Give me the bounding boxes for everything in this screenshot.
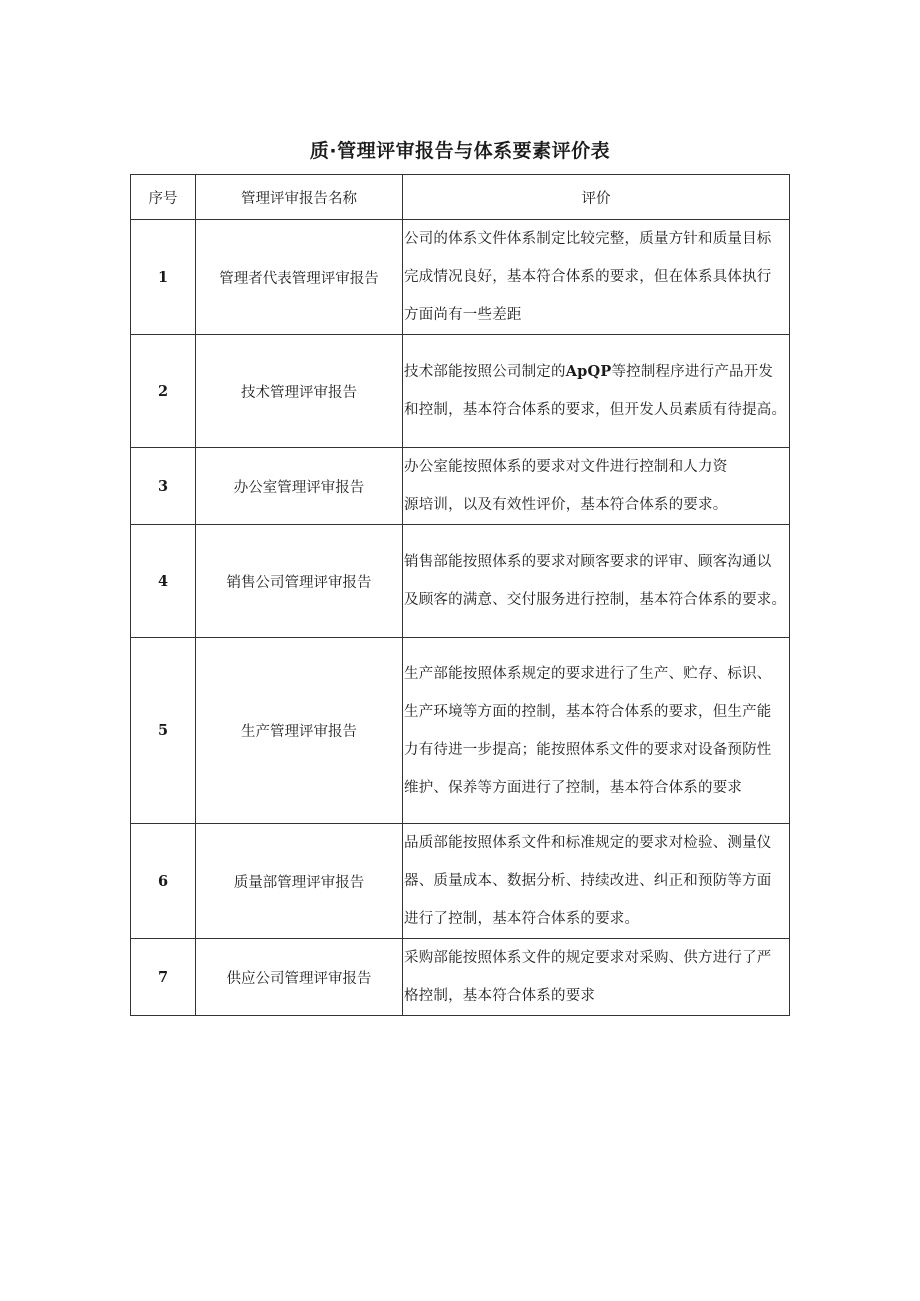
eval-line: 力有待进一步提高；能按照体系文件的要求对设备预防性 [404, 741, 772, 758]
page-title: 质·管理评审报告与体系要素评价表 [309, 140, 611, 162]
eval-line: 维护、保养等方面进行了控制，基本符合体系的要求 [404, 779, 743, 796]
header-name: 管理评审报告名称 [196, 175, 403, 220]
row-eval [403, 448, 790, 525]
eval-line: 方面尚有一些差距 [404, 307, 522, 323]
table-row [131, 638, 790, 824]
eval-line: 销售部能按照体系的要求对顾客要求的评审、顾客沟通以 [404, 554, 772, 570]
eval-line: 完成情况良好，基本符合体系的要求，但在体系具体执行 [404, 269, 772, 285]
table-row [131, 335, 790, 448]
table-row [131, 220, 790, 335]
row-num: 1 [131, 220, 196, 335]
eval-line: 器、质量成本、数据分析、持续改进、纠正和预防等方面 [404, 873, 772, 889]
eval-line: 生产部能按照体系规定的要求进行了生产、贮存、标识、 [404, 665, 772, 682]
eval-line: 公司的体系文件体系制定比较完整，质量方针和质量目标 [404, 231, 772, 247]
row-name: 质量部管理评审报告 [196, 824, 403, 939]
row-name: 办公室管理评审报告 [196, 448, 403, 525]
eval-line: 及顾客的满意、交付服务进行控制，基本符合体系的要求。 [404, 592, 787, 608]
eval-text: 技术部能按照公司制定的 [404, 364, 566, 380]
eval-line: 进行了控制，基本符合体系的要求。 [404, 911, 640, 927]
row-eval [403, 824, 790, 939]
eval-line: 生产环境等方面的控制，基本符合体系的要求，但生产能 [404, 703, 772, 720]
header-num: 序号 [131, 175, 196, 220]
row-num: 6 [131, 824, 196, 939]
row-name: 管理者代表管理评审报告 [196, 220, 403, 335]
row-name: 销售公司管理评审报告 [196, 525, 403, 638]
row-eval [403, 939, 790, 1016]
row-name: 技术管理评审报告 [196, 335, 403, 448]
row-eval [403, 525, 790, 638]
eval-line: 格控制，基本符合体系的要求 [404, 988, 596, 1004]
table-header-row [131, 175, 790, 220]
table-row [131, 525, 790, 638]
eval-line: 办公室能按照体系的要求对文件进行控制和人力资 [404, 459, 728, 475]
evaluation-table [130, 174, 790, 1016]
eval-line: 采购部能按照体系文件的规定要求对采购、供方进行了严 [404, 950, 772, 966]
row-name: 生产管理评审报告 [196, 638, 403, 824]
row-num: 3 [131, 448, 196, 525]
row-eval [403, 335, 790, 448]
table-row [131, 448, 790, 525]
row-num: 7 [131, 939, 196, 1016]
eval-line: 源培训，以及有效性评价，基本符合体系的要求。 [404, 497, 728, 513]
row-name: 供应公司管理评审报告 [196, 939, 403, 1016]
eval-line [404, 353, 789, 391]
row-num: 2 [131, 335, 196, 448]
row-num: 5 [131, 638, 196, 824]
row-eval [403, 638, 790, 824]
table-row [131, 939, 790, 1016]
apqp-term: ApQP [565, 363, 612, 380]
eval-text: 等控制程序进行产品开发 [611, 364, 774, 380]
row-num: 4 [131, 525, 196, 638]
eval-line: 和控制，基本符合体系的要求，但开发人员素质有待提高。 [404, 402, 787, 418]
table-row [131, 824, 790, 939]
header-eval: 评价 [403, 175, 790, 220]
eval-line: 品质部能按照体系文件和标准规定的要求对检验、测量仪 [404, 835, 772, 851]
row-eval [403, 220, 790, 335]
